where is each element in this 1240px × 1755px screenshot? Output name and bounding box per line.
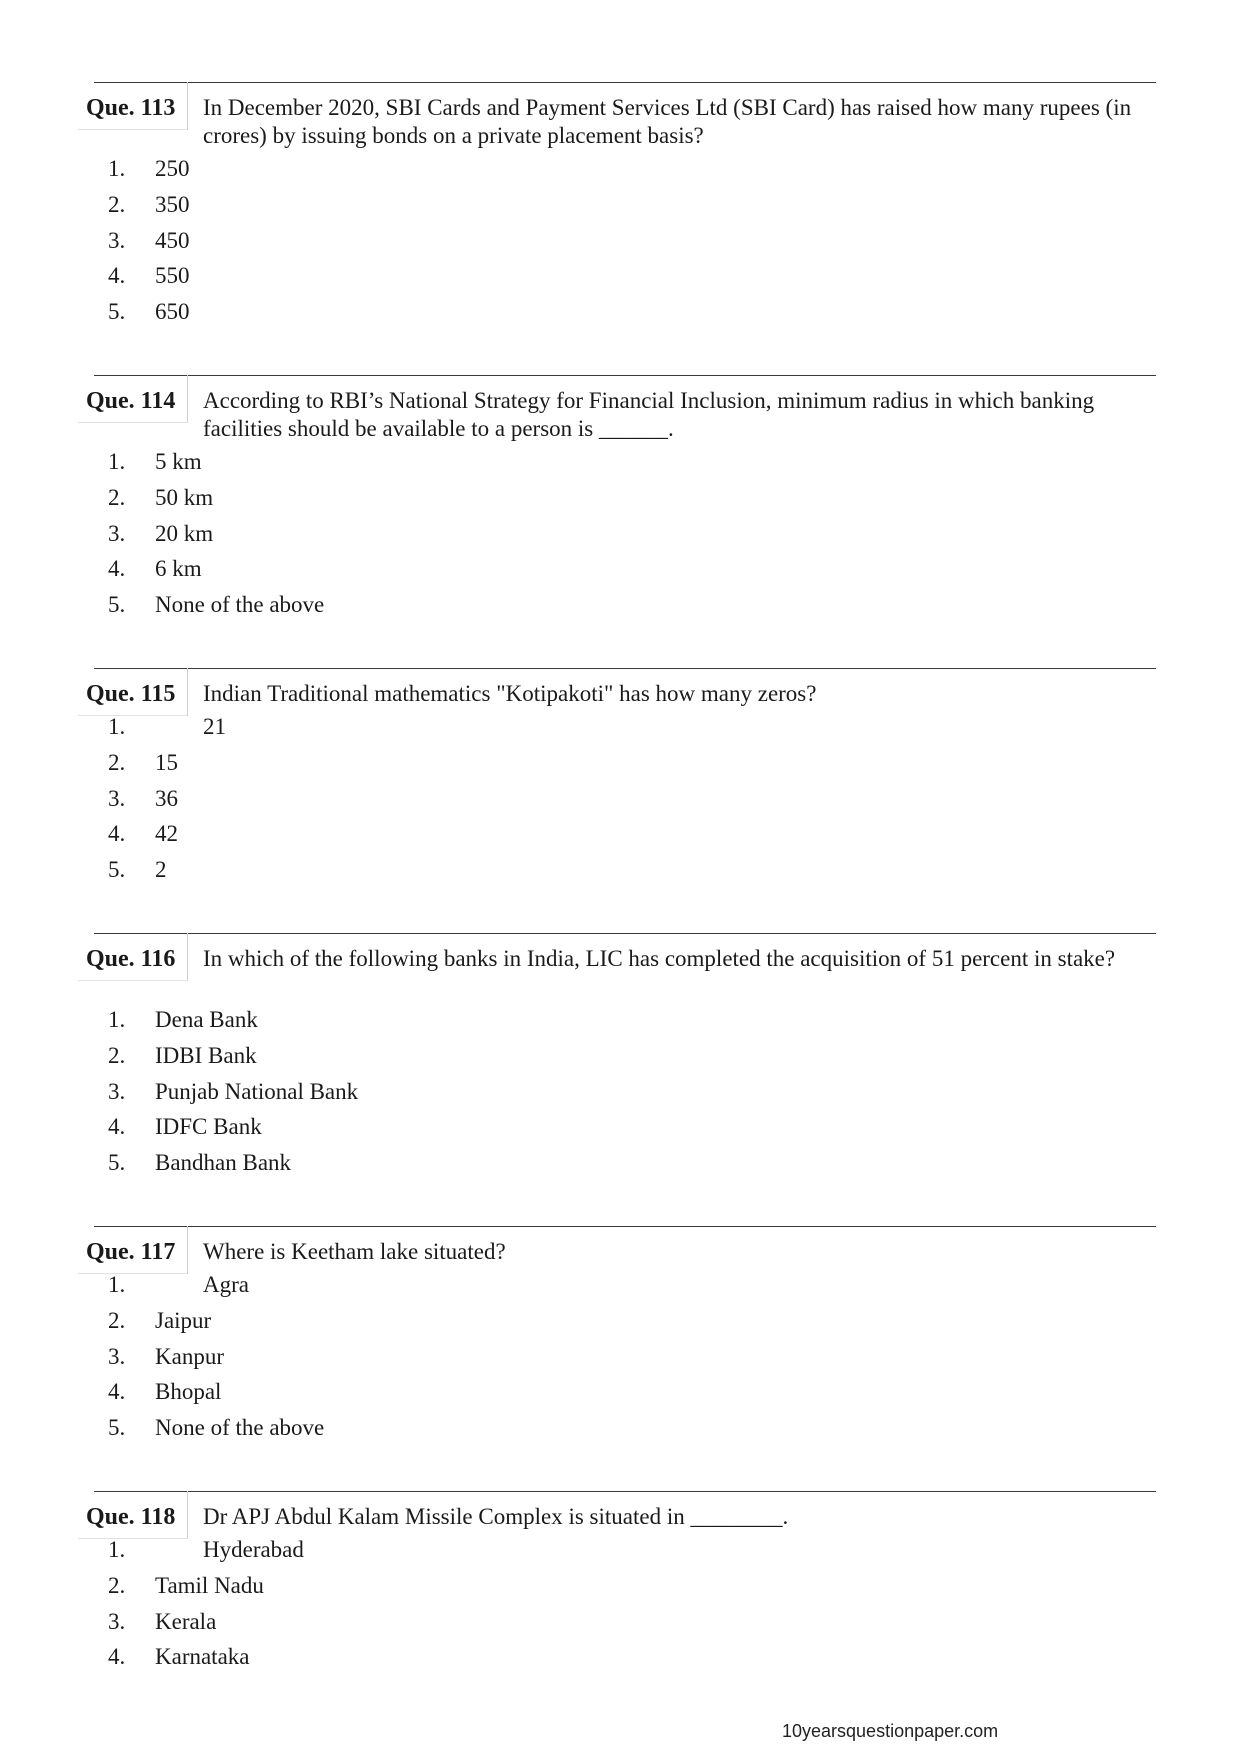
option-text: Bhopal (155, 1379, 222, 1404)
option-text: IDBI Bank (155, 1043, 257, 1068)
option-text: 20 km (155, 521, 214, 546)
option-number: 2. (108, 750, 126, 775)
option-text: 50 km (155, 485, 214, 510)
option-number: 1. (108, 1537, 126, 1562)
option-text: Hyderabad (203, 1537, 304, 1562)
question-divider (94, 375, 1156, 376)
option-text: IDFC Bank (155, 1114, 262, 1139)
question-divider (94, 1491, 1156, 1492)
question-number: Que. 114 (86, 388, 176, 414)
option-text: Agra (203, 1272, 249, 1297)
option-text: Bandhan Bank (155, 1150, 292, 1175)
option-text: 6 km (155, 556, 202, 581)
question-number: Que. 115 (86, 681, 176, 707)
option-text: 250 (155, 156, 190, 181)
option-text: 450 (155, 228, 190, 253)
option-number: 5. (108, 592, 126, 617)
question-text: According to RBI’s National Strategy for Financial Inclusion, minimum radius in which banking facilities should be available to a person is ______. (203, 388, 1095, 441)
option-number: 1. (108, 156, 126, 181)
option-number: 3. (108, 786, 126, 811)
option-text: Tamil Nadu (155, 1573, 264, 1598)
option-number: 5. (108, 299, 126, 324)
option-text: 36 (155, 786, 178, 811)
option-number: 3. (108, 521, 126, 546)
question-number: Que. 117 (86, 1239, 176, 1265)
option-number: 5. (108, 857, 126, 882)
option-text: 550 (155, 263, 190, 288)
option-text: None of the above (155, 1415, 325, 1440)
option-text: 5 km (155, 449, 202, 474)
option-number: 3. (108, 1079, 126, 1104)
question-text: Indian Traditional mathematics "Kotipakoti" has how many zeros? (203, 681, 817, 706)
option-number: 1. (108, 714, 126, 739)
option-text: 21 (203, 714, 226, 739)
option-text: 15 (155, 750, 178, 775)
option-number: 4. (108, 1644, 126, 1669)
option-number: 1. (108, 1007, 126, 1032)
question-text: In which of the following banks in India, LIC has completed the acquisition of 51 percent in stake? (203, 946, 1116, 971)
option-number: 3. (108, 228, 126, 253)
footer-site-link[interactable]: 10yearsquestionpaper.com (782, 1721, 999, 1741)
option-number: 5. (108, 1150, 126, 1175)
option-number: 3. (108, 1609, 126, 1634)
question-number: Que. 113 (86, 95, 176, 121)
option-text: Karnataka (155, 1644, 250, 1669)
option-number: 2. (108, 1043, 126, 1068)
option-number: 1. (108, 1272, 126, 1297)
question-divider (94, 668, 1156, 669)
option-text: 650 (155, 299, 190, 324)
question-text: Where is Keetham lake situated? (203, 1239, 506, 1264)
option-text: Jaipur (155, 1308, 212, 1333)
option-text: None of the above (155, 592, 325, 617)
option-number: 1. (108, 449, 126, 474)
option-text: Kerala (155, 1609, 217, 1634)
question-divider (94, 1226, 1156, 1227)
question-number: Que. 118 (86, 1504, 176, 1530)
option-number: 3. (108, 1344, 126, 1369)
question-text: Dr APJ Abdul Kalam Missile Complex is situated in ________. (203, 1504, 789, 1529)
option-text: 350 (155, 192, 190, 217)
option-number: 4. (108, 1379, 126, 1404)
option-number: 2. (108, 1308, 126, 1333)
option-text: 42 (155, 821, 178, 846)
option-text: 2 (155, 857, 167, 882)
option-text: Dena Bank (155, 1007, 258, 1032)
question-divider (94, 82, 1156, 83)
question-text: In December 2020, SBI Cards and Payment Services Ltd (SBI Card) has raised how many rupees (in crores) by issuing bonds on a private placement basis? (203, 95, 1132, 148)
option-number: 5. (108, 1415, 126, 1440)
option-number: 4. (108, 821, 126, 846)
option-number: 4. (108, 263, 126, 288)
option-number: 4. (108, 1114, 126, 1139)
option-number: 4. (108, 556, 126, 581)
option-number: 2. (108, 485, 126, 510)
option-text: Punjab National Bank (155, 1079, 359, 1104)
option-number: 2. (108, 192, 126, 217)
question-divider (94, 933, 1156, 934)
question-number: Que. 116 (86, 946, 176, 972)
option-number: 2. (108, 1573, 126, 1598)
option-text: Kanpur (155, 1344, 224, 1369)
